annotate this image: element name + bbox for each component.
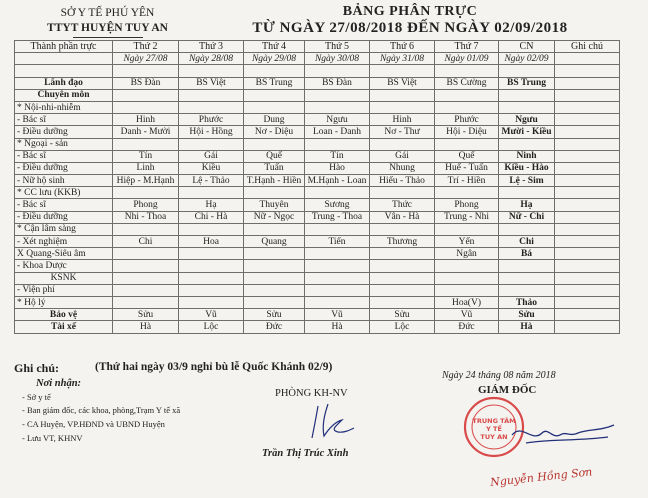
table-cell bbox=[113, 89, 179, 101]
svg-text:Nguyễn Hồng Sơn: Nguyễn Hồng Sơn bbox=[489, 465, 593, 489]
date-row bbox=[15, 53, 620, 65]
table-cell: Lộc bbox=[370, 321, 435, 333]
table-cell bbox=[370, 223, 435, 235]
row-label-cell: - Bác sĩ bbox=[15, 150, 113, 162]
row-label-cell: * Ngoại - sản bbox=[15, 138, 113, 150]
table-cell: Danh - Mười bbox=[113, 126, 179, 138]
row-label-cell: * Hộ lý bbox=[15, 296, 113, 308]
table-row bbox=[15, 150, 620, 162]
table-cell: Hinh bbox=[370, 114, 435, 126]
table-cell: Vũ bbox=[305, 309, 370, 321]
signature-date: Ngày 24 tháng 08 năm 2018 bbox=[442, 370, 556, 381]
table-cell: Hội - Diệu bbox=[435, 126, 499, 138]
table-row bbox=[15, 236, 620, 248]
table-cell bbox=[555, 248, 620, 260]
table-row bbox=[15, 77, 620, 89]
table-cell bbox=[499, 272, 555, 284]
table-cell bbox=[499, 89, 555, 101]
table-cell bbox=[499, 187, 555, 199]
table-cell bbox=[113, 272, 179, 284]
table-cell bbox=[555, 114, 620, 126]
table-cell: Thuyên bbox=[244, 199, 305, 211]
table-cell: Phong bbox=[113, 199, 179, 211]
table-cell bbox=[370, 138, 435, 150]
table-row bbox=[15, 296, 620, 308]
table-cell: Hoa bbox=[179, 236, 244, 248]
table-cell bbox=[305, 296, 370, 308]
table-cell: Ngày 27/08 bbox=[113, 53, 179, 65]
table-cell: Ngày 01/09 bbox=[435, 53, 499, 65]
hdr-row bbox=[15, 41, 620, 53]
table-cell bbox=[244, 284, 305, 296]
table-cell: Ninh bbox=[499, 150, 555, 162]
table-cell: Hoa(V) bbox=[435, 296, 499, 308]
table-cell: Ngưu bbox=[305, 114, 370, 126]
table-cell bbox=[555, 77, 620, 89]
table-cell: Thảo bbox=[499, 296, 555, 308]
table-cell: Thứ 7 bbox=[435, 41, 499, 53]
table-cell: Tín bbox=[305, 150, 370, 162]
department-signer-name: Trần Thị Trúc Xinh bbox=[262, 448, 349, 459]
table-cell: Tuấn bbox=[244, 162, 305, 174]
table-cell bbox=[555, 296, 620, 308]
table-cell: Chi - Hà bbox=[179, 211, 244, 223]
department-signature-icon bbox=[298, 400, 358, 442]
table-cell: Thức bbox=[370, 199, 435, 211]
table-cell: Huế - Tuấn bbox=[435, 162, 499, 174]
table-cell bbox=[435, 223, 499, 235]
svg-text:TUY AN: TUY AN bbox=[480, 433, 508, 441]
recipient-item: - Ban giám đốc, các khoa, phòng,Trạm Y tế xã bbox=[22, 405, 181, 415]
notes-label: Ghi chú: bbox=[14, 361, 60, 375]
org-line-2: TTYT HUYỆN TUY AN bbox=[47, 22, 168, 34]
table-cell: Ngày 31/08 bbox=[370, 53, 435, 65]
table-cell bbox=[370, 65, 435, 77]
table-cell bbox=[179, 248, 244, 260]
table-cell: Sửu bbox=[113, 309, 179, 321]
table-cell: Hội - Hồng bbox=[179, 126, 244, 138]
table-cell: Loan - Danh bbox=[305, 126, 370, 138]
table-cell bbox=[179, 138, 244, 150]
row-label-cell: Thành phần trực bbox=[15, 41, 113, 53]
table-cell bbox=[555, 211, 620, 223]
table-cell bbox=[113, 284, 179, 296]
svg-text:Y TẾ: Y TẾ bbox=[486, 425, 502, 433]
svg-text:TRUNG TÂM: TRUNG TÂM bbox=[472, 417, 516, 425]
table-cell bbox=[179, 296, 244, 308]
table-cell: Ghi chú bbox=[555, 41, 620, 53]
table-row bbox=[15, 101, 620, 113]
table-cell bbox=[555, 175, 620, 187]
table-cell: Sương bbox=[305, 199, 370, 211]
row-label-cell: X Quang-Siêu âm bbox=[15, 248, 113, 260]
table-cell bbox=[113, 260, 179, 272]
table-cell: Hạ bbox=[179, 199, 244, 211]
table-cell bbox=[179, 223, 244, 235]
table-cell bbox=[305, 101, 370, 113]
table-cell bbox=[305, 223, 370, 235]
table-row bbox=[15, 211, 620, 223]
schedule-table bbox=[14, 40, 620, 334]
table-cell bbox=[113, 138, 179, 150]
table-cell: Chi bbox=[113, 236, 179, 248]
table-row bbox=[15, 260, 620, 272]
table-cell bbox=[555, 101, 620, 113]
title-line-1: BẢNG PHÂN TRỰC bbox=[342, 4, 478, 19]
table-cell bbox=[113, 65, 179, 77]
department-label: PHÒNG KH-NV bbox=[275, 388, 348, 399]
table-cell: T.Hạnh - Hiền bbox=[244, 175, 305, 187]
table-row bbox=[15, 321, 620, 333]
table-cell: BS Việt bbox=[370, 77, 435, 89]
table-cell: Nữ - Ngọc bbox=[244, 211, 305, 223]
row-label-cell: * CC lưu (KKB) bbox=[15, 187, 113, 199]
table-cell bbox=[555, 199, 620, 211]
org-underline bbox=[73, 37, 143, 38]
table-cell: Lệ - Sim bbox=[499, 175, 555, 187]
table-cell: Lộc bbox=[179, 321, 244, 333]
table-cell bbox=[555, 65, 620, 77]
table-cell bbox=[499, 101, 555, 113]
table-cell bbox=[113, 101, 179, 113]
row-label-cell: Tài xế bbox=[15, 321, 113, 333]
table-cell: Hinh bbox=[113, 114, 179, 126]
table-cell: Quang bbox=[244, 236, 305, 248]
row-label-cell: - Điều dưỡng bbox=[15, 162, 113, 174]
table-cell: Hà bbox=[499, 321, 555, 333]
table-row bbox=[15, 89, 620, 101]
table-row bbox=[15, 114, 620, 126]
table-cell: Bá bbox=[499, 248, 555, 260]
table-cell bbox=[370, 272, 435, 284]
table-row bbox=[15, 126, 620, 138]
table-cell bbox=[370, 101, 435, 113]
recipient-item: - Sở y tế bbox=[22, 392, 51, 402]
table-cell: Hiếu - Thảo bbox=[370, 175, 435, 187]
table-row bbox=[15, 65, 620, 77]
table-cell: Phước bbox=[435, 114, 499, 126]
table-cell: Hạ bbox=[499, 199, 555, 211]
director-title: GIÁM ĐỐC bbox=[478, 384, 537, 396]
table-cell bbox=[555, 89, 620, 101]
organization-header bbox=[0, 6, 215, 38]
row-label-cell: - Viện phí bbox=[15, 284, 113, 296]
table-cell bbox=[555, 236, 620, 248]
table-cell: Nơ - Thư bbox=[370, 126, 435, 138]
table-cell bbox=[179, 101, 244, 113]
table-cell bbox=[113, 187, 179, 199]
table-row bbox=[15, 284, 620, 296]
table-cell: Phong bbox=[435, 199, 499, 211]
table-row bbox=[15, 309, 620, 321]
table-cell: Phước bbox=[179, 114, 244, 126]
table-cell: Yến bbox=[435, 236, 499, 248]
table-cell bbox=[555, 187, 620, 199]
table-cell bbox=[244, 260, 305, 272]
table-cell: Nơ - Diệu bbox=[244, 126, 305, 138]
table-cell bbox=[244, 138, 305, 150]
table-cell: Đức bbox=[435, 321, 499, 333]
table-cell bbox=[244, 248, 305, 260]
row-label-cell: * Cận lâm sàng bbox=[15, 223, 113, 235]
table-cell bbox=[305, 89, 370, 101]
table-cell bbox=[244, 223, 305, 235]
table-row bbox=[15, 138, 620, 150]
table-cell: Lệ - Thảo bbox=[179, 175, 244, 187]
table-cell bbox=[305, 284, 370, 296]
table-cell bbox=[370, 248, 435, 260]
table-cell bbox=[555, 321, 620, 333]
table-cell bbox=[244, 187, 305, 199]
table-cell: BS Việt bbox=[179, 77, 244, 89]
table-cell bbox=[555, 150, 620, 162]
table-cell: Gái bbox=[370, 150, 435, 162]
table-cell: Ngân bbox=[435, 248, 499, 260]
notes-text: (Thứ hai ngày 03/9 nghỉ bù lễ Quốc Khánh 02/9) bbox=[95, 361, 333, 373]
table-cell bbox=[435, 187, 499, 199]
table-row bbox=[15, 248, 620, 260]
table-cell: Nhung bbox=[370, 162, 435, 174]
table-cell bbox=[179, 65, 244, 77]
table-cell bbox=[370, 89, 435, 101]
table-row bbox=[15, 223, 620, 235]
table-cell: Sửu bbox=[370, 309, 435, 321]
table-row bbox=[15, 272, 620, 284]
row-label-cell: Chuyên môn bbox=[15, 89, 113, 101]
row-label-cell: - Nữ hộ sinh bbox=[15, 175, 113, 187]
table-cell: Ngày 29/08 bbox=[244, 53, 305, 65]
table-cell: Thứ 4 bbox=[244, 41, 305, 53]
table-cell: Trung - Nhi bbox=[435, 211, 499, 223]
table-cell bbox=[305, 248, 370, 260]
row-label-cell: - Điều dưỡng bbox=[15, 211, 113, 223]
table-cell bbox=[499, 65, 555, 77]
table-cell: Đức bbox=[244, 321, 305, 333]
table-cell bbox=[555, 138, 620, 150]
table-row bbox=[15, 199, 620, 211]
table-cell bbox=[179, 187, 244, 199]
table-cell: BS Trung bbox=[244, 77, 305, 89]
table-cell: Sửu bbox=[499, 309, 555, 321]
table-row bbox=[15, 162, 620, 174]
table-cell: BS Đàn bbox=[113, 77, 179, 89]
table-cell: Vân - Hà bbox=[370, 211, 435, 223]
row-label-cell: * Nội-nhi-nhiễm bbox=[15, 101, 113, 113]
table-cell: Nữ - Chi bbox=[499, 211, 555, 223]
table-cell bbox=[113, 223, 179, 235]
table-cell bbox=[179, 284, 244, 296]
table-cell bbox=[435, 101, 499, 113]
table-cell: Hà bbox=[113, 321, 179, 333]
table-cell: Vũ bbox=[435, 309, 499, 321]
table-cell bbox=[555, 260, 620, 272]
table-cell: Mười - Kiều bbox=[499, 126, 555, 138]
table-cell bbox=[305, 272, 370, 284]
row-label-cell: - Xét nghiệm bbox=[15, 236, 113, 248]
table-cell bbox=[113, 248, 179, 260]
row-label-cell: - Bác sĩ bbox=[15, 199, 113, 211]
row-label-cell bbox=[15, 53, 113, 65]
table-cell bbox=[244, 65, 305, 77]
table-cell: Hà bbox=[305, 321, 370, 333]
table-cell bbox=[555, 53, 620, 65]
table-cell: Thứ 3 bbox=[179, 41, 244, 53]
table-cell bbox=[244, 89, 305, 101]
table-cell bbox=[179, 272, 244, 284]
table-cell: Trí - Hiền bbox=[435, 175, 499, 187]
director-name-signature bbox=[488, 464, 593, 490]
table-cell: Ngày 02/09 bbox=[499, 53, 555, 65]
row-label-cell: Bảo vệ bbox=[15, 309, 113, 321]
table-cell bbox=[555, 284, 620, 296]
table-cell: Dung bbox=[244, 114, 305, 126]
table-cell bbox=[244, 101, 305, 113]
row-label-cell bbox=[15, 65, 113, 77]
title-line-2: TỪ NGÀY 27/08/2018 ĐẾN NGÀY 02/09/2018 bbox=[252, 20, 568, 36]
table-cell: Tiến bbox=[305, 236, 370, 248]
recipient-item: - CA Huyện, VP.HĐND và UBND Huyện bbox=[22, 419, 165, 429]
table-cell bbox=[499, 223, 555, 235]
recipient-item: - Lưu VT, KHNV bbox=[22, 433, 83, 443]
table-cell bbox=[435, 284, 499, 296]
table-row bbox=[15, 175, 620, 187]
table-cell bbox=[555, 223, 620, 235]
table-cell bbox=[435, 65, 499, 77]
row-label-cell: - Khoa Dược bbox=[15, 260, 113, 272]
row-label-cell: - Điều dưỡng bbox=[15, 126, 113, 138]
table-cell: CN bbox=[499, 41, 555, 53]
row-label-cell: - Bác sĩ bbox=[15, 114, 113, 126]
document-title bbox=[220, 4, 600, 36]
table-cell: Thứ 2 bbox=[113, 41, 179, 53]
table-cell bbox=[179, 260, 244, 272]
table-cell bbox=[244, 296, 305, 308]
table-cell: BS Đàn bbox=[305, 77, 370, 89]
row-label-cell: KSNK bbox=[15, 272, 113, 284]
table-cell: Ngưu bbox=[499, 114, 555, 126]
table-cell bbox=[435, 260, 499, 272]
table-cell: Linh bbox=[113, 162, 179, 174]
table-cell: Trung - Thoa bbox=[305, 211, 370, 223]
director-signature-icon bbox=[508, 413, 618, 453]
table-cell bbox=[305, 65, 370, 77]
table-cell bbox=[370, 260, 435, 272]
table-cell bbox=[305, 260, 370, 272]
table-cell: Hiệp - M.Hạnh bbox=[113, 175, 179, 187]
table-cell bbox=[370, 296, 435, 308]
table-cell: Thương bbox=[370, 236, 435, 248]
table-cell bbox=[499, 260, 555, 272]
table-cell: Quế bbox=[435, 150, 499, 162]
table-cell: Kiều bbox=[179, 162, 244, 174]
table-cell bbox=[305, 187, 370, 199]
table-cell bbox=[435, 89, 499, 101]
table-cell bbox=[370, 187, 435, 199]
table-cell: Vũ bbox=[179, 309, 244, 321]
table-cell: BS Trung bbox=[499, 77, 555, 89]
table-cell bbox=[555, 162, 620, 174]
table-cell: Nhi - Thoa bbox=[113, 211, 179, 223]
table-cell: Hào bbox=[305, 162, 370, 174]
table-cell bbox=[435, 272, 499, 284]
table-cell: Tín bbox=[113, 150, 179, 162]
table-cell bbox=[244, 272, 305, 284]
table-cell: Sửu bbox=[244, 309, 305, 321]
table-cell bbox=[305, 138, 370, 150]
table-cell: Thứ 6 bbox=[370, 41, 435, 53]
row-label-cell: Lãnh đạo bbox=[15, 77, 113, 89]
table-cell bbox=[555, 126, 620, 138]
table-cell: M.Hạnh - Loan bbox=[305, 175, 370, 187]
table-cell bbox=[555, 309, 620, 321]
table-row bbox=[15, 187, 620, 199]
table-cell: Gái bbox=[179, 150, 244, 162]
table-cell bbox=[370, 284, 435, 296]
table-cell: BS Cường bbox=[435, 77, 499, 89]
table-cell: Chi bbox=[499, 236, 555, 248]
table-cell bbox=[435, 138, 499, 150]
table-cell bbox=[113, 296, 179, 308]
table-cell bbox=[179, 89, 244, 101]
table-cell bbox=[555, 272, 620, 284]
table-cell bbox=[499, 138, 555, 150]
table-cell: Thứ 5 bbox=[305, 41, 370, 53]
table-cell: Quế bbox=[244, 150, 305, 162]
org-line-1: SỞ Y TẾ PHÚ YÊN bbox=[60, 7, 155, 19]
table-cell: Ngày 28/08 bbox=[179, 53, 244, 65]
recipients-heading: Nơi nhận: bbox=[36, 378, 82, 389]
table-cell: Kiều - Hào bbox=[499, 162, 555, 174]
table-cell bbox=[499, 284, 555, 296]
table-cell: Ngày 30/08 bbox=[305, 53, 370, 65]
